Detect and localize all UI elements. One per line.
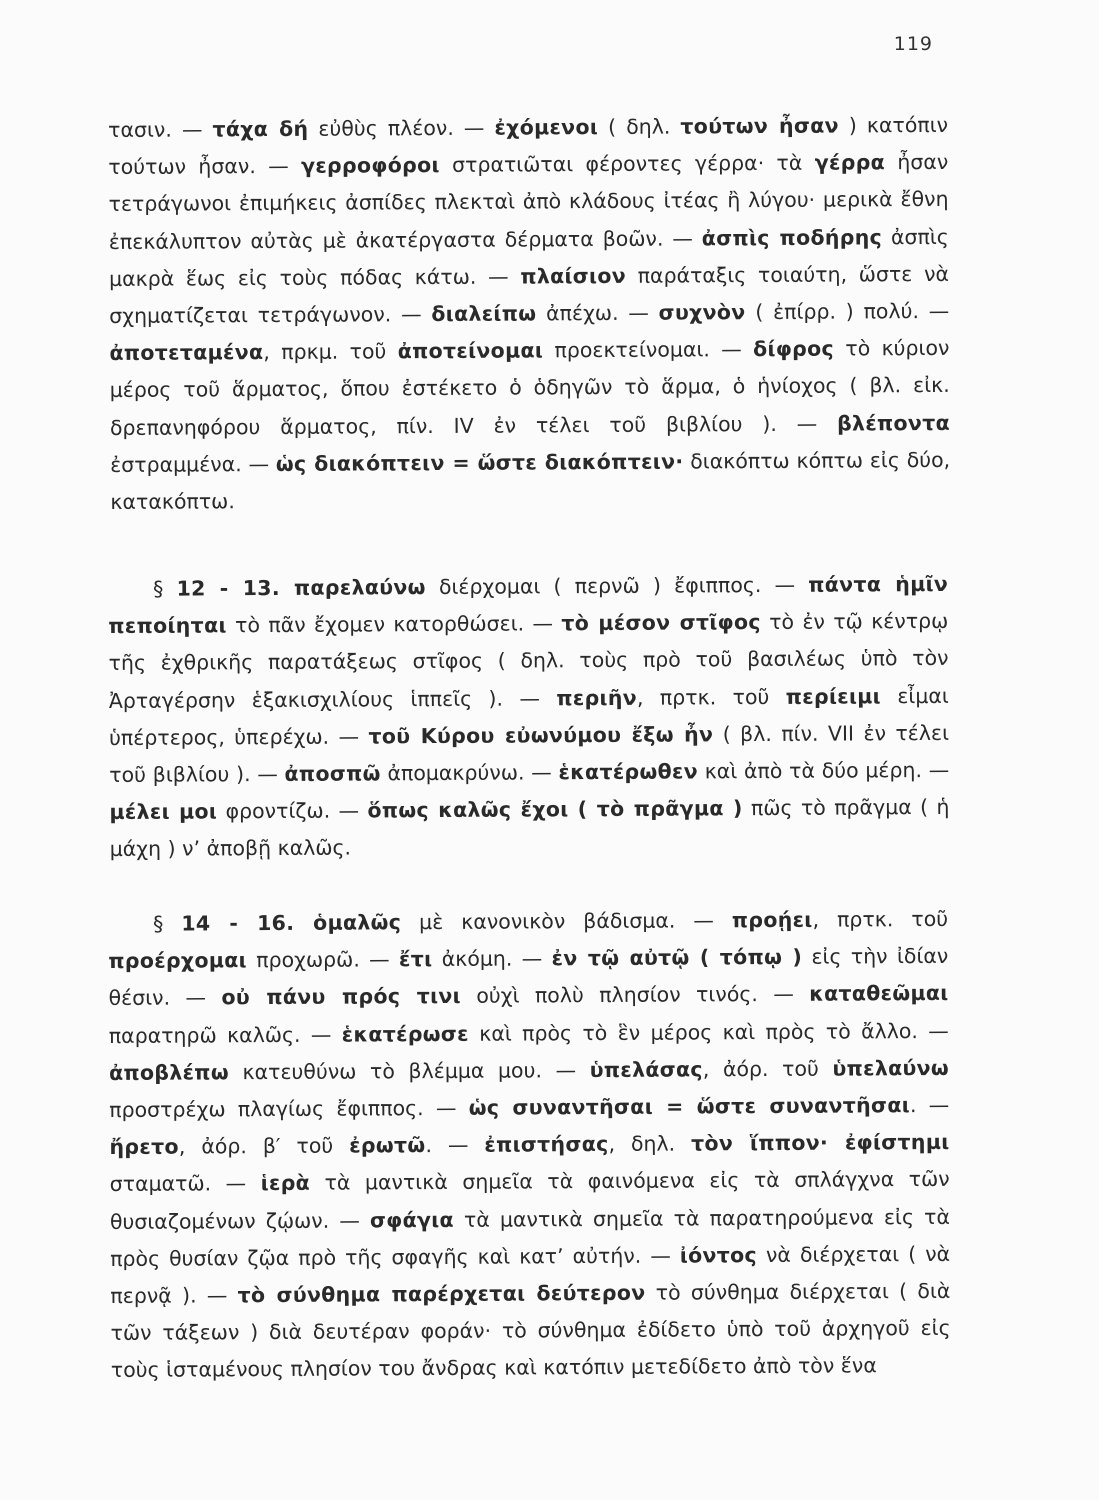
gloss-text: τὸ κύριον μέρος τοῦ ἅρματος, ὅπου ἐστέκετο ὁ ὁδηγῶν τὸ ἅρμα, ὁ ἡνίοχος ( βλ. εἰκ. δρεπανηφόρου ἅρματος, πίν. IV ἐν τέλει τοῦ βιβλίου ). — — [109, 336, 950, 440]
headword: ἔτι — [398, 947, 433, 972]
headword: 12 - 13. παρελαύνω — [176, 575, 426, 601]
gloss-text: παρατηρῶ καλῶς. — — [108, 1022, 342, 1048]
headword: ἀσπὶς ποδήρης — [701, 224, 883, 250]
paragraph-text — [108, 901, 951, 1390]
glossary-section-12-13 — [108, 566, 950, 869]
headword: γερροφόροι — [300, 153, 440, 179]
headword: ὡς διακόπτειν = ὥστε διακόπτειν· — [275, 449, 684, 476]
headword: διαλείπω — [431, 301, 537, 327]
gloss-text: εὐθὺς πλέον. — — [308, 115, 495, 141]
page-number: 119 — [893, 33, 933, 55]
headword: ἑκατέρωθεν — [558, 759, 699, 785]
headword: οὐ πάνυ πρός τινι — [221, 984, 461, 1010]
gloss-text: τὰ μαντικὰ σημεῖα τὰ παρατηρούμενα εἰς τὰ πρὸς θυσίαν ζῷα πρὸ τῆς σφαγῆς καὶ κατ’ αὐτήν. — — [110, 1204, 951, 1271]
headword: ὡς συναντῆσαι = ὥστε συναντῆσαι — [468, 1093, 911, 1120]
gloss-text: , πρτκ. τοῦ — [812, 906, 949, 932]
glossary-section-14-16 — [108, 901, 951, 1390]
gloss-text: τασιν. — — [108, 117, 213, 142]
gloss-text: ) κατόπιν τούτων ἦσαν. — — [108, 112, 949, 180]
gloss-text: § — [153, 911, 182, 936]
headword: προέρχομαι — [108, 948, 247, 974]
gloss-text: προστρέχω πλαγίως ἔφιππος. — — [109, 1095, 469, 1123]
headword: ὑπελάσας — [589, 1057, 703, 1082]
gloss-text: οὐχὶ πολὺ πλησίον τινός. — — [460, 982, 810, 1009]
gloss-text: εἶμαι ὑπέρτερος, ὑπερέχω. — — [108, 683, 949, 750]
gloss-text: ἀσπὶς μακρὰ ἕως εἰς τοὺς πόδας κάτω. — — [108, 224, 949, 291]
gloss-text: προεκτείνομαι. — — [543, 337, 754, 363]
gloss-text: τὸ πᾶν ἔχομεν κατορθώσει. — — [226, 611, 562, 638]
headword: ἐπιστήσας — [484, 1132, 609, 1157]
gloss-text: ( ἐπίρρ. ) πολύ. — — [745, 298, 950, 325]
headword: ἀποσπῶ — [284, 761, 381, 786]
headword: ὑπελαύνω — [832, 1055, 950, 1081]
paragraph-text — [108, 107, 950, 521]
gloss-text: καὶ πρὸς τὸ ἓν μέρος καὶ πρὸς τὸ ἄλλο. — — [468, 1018, 949, 1046]
headword: περίειμι — [785, 683, 881, 709]
headword: ὅπως καλῶς ἔχοι ( τὸ πρᾶγμα ) — [367, 796, 743, 823]
headword: βλέποντα — [836, 410, 950, 436]
gloss-text: ( βλ. πίν. VII ἐν τέλει τοῦ βιβλίου ). — — [109, 720, 950, 788]
headword: ἰόντος — [679, 1242, 758, 1268]
gloss-text: στρατιῶται φέροντες γέρρα· τὰ — [439, 150, 815, 178]
paragraph-text — [108, 566, 950, 869]
gloss-text: προχωρῶ. — — [246, 947, 400, 973]
headword: δίφρος — [753, 336, 835, 362]
gloss-text: § — [153, 576, 177, 601]
gloss-text: τὸ ἐν τῷ κέντρῳ τῆς ἐχθρικῆς παρατάξεως στῖφος ( δηλ. τοὺς πρὸ τοῦ βασιλέως ὑπὸ τὸν Ἀρταγέρσην ἑξακισχιλίους ἱππεῖς ). — — [108, 609, 949, 713]
gloss-text: ἐστραμμένα. — — [110, 451, 276, 477]
headword: ἤρετο — [109, 1134, 179, 1160]
headword: τὸ σύνθημα παρέρχεται δεύτερον — [237, 1280, 646, 1308]
gloss-text: μὲ κανονικὸν βάδισμα. — — [401, 908, 732, 935]
headword: 14 - 16. ὁμαλῶς — [181, 910, 402, 936]
gloss-text: νὰ διέρχεται ( νὰ περνᾷ ). — — [110, 1241, 951, 1309]
gloss-text: τὰ μαντικὰ σημεῖα τὰ φαινόμενα εἰς τὰ σπλάγχνα τῶν θυσιαζομένων ζῴων. — — [109, 1167, 950, 1234]
gloss-text: ἀπομακρύνω. — — [380, 760, 559, 786]
gloss-text: παράταξις τοιαύτη, ὥστε νὰ σχηματίζεται τετράγωνον. — — [109, 261, 950, 329]
headword: ἱερὰ — [260, 1171, 311, 1196]
gloss-text: ἦσαν τετράγωνοι ἐπιμήκεις ἀσπίδες πλεκταὶ ἀπὸ κλάδους ἰτέας ἢ λύγου· μερικὰ ἔθνη ἐπεκάλυπτον αὐτὰς μὲ ἀκατέργαστα δέρματα βοῶν. — — [108, 150, 949, 254]
headword: τὸ μέσον στῖφος — [561, 610, 761, 636]
headword: πλαίσιον — [520, 263, 627, 289]
glossary-paragraph-continuation — [108, 107, 950, 521]
gloss-text: κατευθύνω τὸ βλέμμα μου. — — [228, 1057, 590, 1085]
headword: ἀποτεταμένα — [109, 340, 264, 366]
headword: πάντα ἡμῖν πεποίηται — [108, 571, 949, 639]
gloss-text: εἰς τὴν ἰδίαν θέσιν. — — [108, 944, 949, 1011]
headword: ἑκατέρωσε — [341, 1021, 469, 1047]
gloss-text: διακόπτω κόπτω εἰς δύο, κατακόπτω. — [110, 447, 951, 515]
gloss-text: καὶ ἀπὸ τὰ δύο μέρη. — — [697, 757, 950, 784]
gloss-text: , ἀόρ. τοῦ — [702, 1056, 833, 1082]
gloss-text: , πρτκ. τοῦ — [636, 684, 786, 710]
headword: σφάγια — [369, 1207, 454, 1233]
gloss-text: , δηλ. — [608, 1131, 692, 1157]
gloss-text: σταματῶ. — — [109, 1171, 261, 1197]
gloss-text: ἀπέχω. — — [536, 300, 659, 326]
gloss-text: ( δηλ. — [598, 114, 681, 140]
gloss-text: διέρχομαι ( περνῶ ) ἔφιππος. — — [425, 572, 809, 600]
headword: ἐχόμενοι — [494, 115, 599, 140]
gloss-text: φροντίζω. — — [217, 798, 368, 824]
headword: καταθεῶμαι — [809, 981, 949, 1007]
gloss-text: . — — [425, 1132, 485, 1158]
gloss-text: , ἀόρ. β′ τοῦ — [178, 1133, 350, 1159]
headword: μέλει μοι — [109, 799, 218, 825]
gloss-text: ἀκόμη. — — [432, 946, 552, 972]
headword: συχνὸν — [658, 300, 746, 325]
headword: προῄει — [731, 907, 813, 933]
headword: τάχα δή — [212, 116, 309, 142]
gloss-text: , πρκμ. τοῦ — [263, 339, 398, 365]
headword: τούτων ἦσαν — [680, 113, 839, 139]
headword: ἀποτείνομαι — [397, 338, 544, 364]
headword: τοῦ Κύρου εὐωνύμου ἔξω ἦν — [368, 722, 714, 749]
headword: ἀποβλέπω — [108, 1060, 229, 1085]
gloss-text: . — — [909, 1092, 950, 1118]
headword: τὸν ἵππον· ἐφίστημι — [691, 1130, 950, 1156]
headword: γέρρα — [814, 150, 886, 175]
gloss-text: τὸ σύνθημα διέρχεται ( διὰ τῶν τάξεων ) διὰ δευτέραν φοράν· τὸ σύνθημα ἐδίδετο ὑπὸ τοῦ ἀρχηγοῦ εἰς τοὺς ἱσταμένους πλησίον του ἄνδρας καὶ κατόπιν μετεδίδετο ἀπὸ τὸν ἕνα — [110, 1278, 951, 1383]
headword: ἐρωτῶ — [349, 1133, 426, 1158]
headword: ἐν τῷ αὐτῷ ( τόπῳ ) — [551, 944, 803, 971]
gloss-text: πῶς τὸ πρᾶγμα ( ἡ μάχη ) ν’ ἀποβῇ καλῶς. — [109, 795, 950, 862]
headword: περιῆν — [556, 685, 638, 710]
